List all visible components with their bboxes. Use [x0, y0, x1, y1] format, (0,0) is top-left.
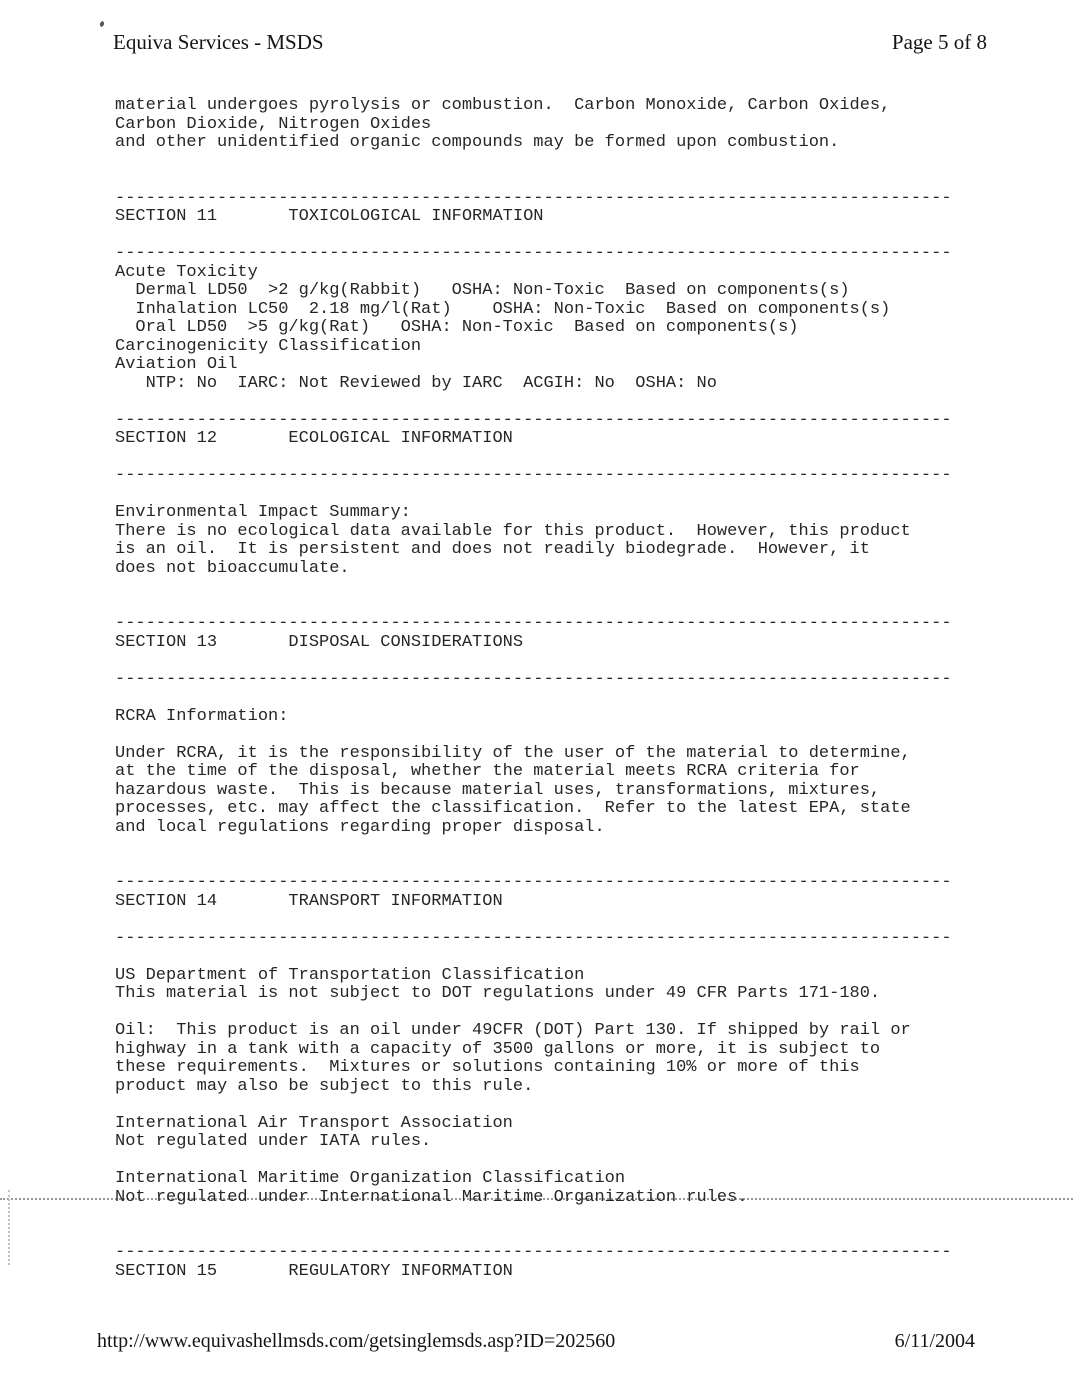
- document-body: [115, 97, 952, 1281]
- doc-text-line: Environmental Impact Summary:: [115, 503, 411, 522]
- blank-line: [115, 837, 952, 856]
- separator-line: ----------------------------------------------------------------------------------: [115, 873, 952, 892]
- doc-text-line: Carcinogenicity Classification: [115, 336, 422, 356]
- blank-line: [115, 393, 952, 412]
- doc-text-line: NTP: No IARC: Not Reviewed by IARC ACGIH: No OSHA: No: [115, 373, 717, 393]
- doc-text-line: SECTION 15 REGULATORY INFORMATION: [115, 1261, 513, 1281]
- blank-line: [115, 1096, 952, 1115]
- doc-text-line: Acute Toxicity: [115, 262, 258, 282]
- separator-line: ----------------------------------------------------------------------------------: [115, 466, 952, 485]
- doc-text-line: Not regulated under International Maritime Organization rules.: [115, 1187, 748, 1207]
- blank-line: [115, 1004, 952, 1023]
- print-header: [113, 30, 987, 55]
- doc-text-line: International Maritime Organization Classification: [115, 1169, 626, 1188]
- blank-line: [115, 856, 952, 875]
- blank-line: [115, 597, 952, 616]
- doc-text-line: SECTION 13 DISPOSAL CONSIDERATIONS: [115, 632, 524, 652]
- scan-dotted-vertical-artifact: [8, 1190, 10, 1265]
- blank-line: [115, 153, 952, 172]
- doc-text-line: Carbon Dioxide, Nitrogen Oxides: [115, 114, 432, 134]
- page-number-label: Page 5 of 8: [891, 30, 987, 54]
- doc-text-line: highway in a tank with a capacity of 3500 gallons or more, it is subject to: [115, 1039, 881, 1059]
- doc-text-line: SECTION 14 TRANSPORT INFORMATION: [115, 891, 503, 911]
- blank-line: [115, 1207, 952, 1226]
- print-date: 6/11/2004: [894, 1330, 975, 1352]
- source-url: http://www.equivashellmsds.com/getsinglemsds.asp?ID=202560: [97, 1330, 616, 1352]
- doc-text-line: Not regulated under IATA rules.: [115, 1132, 432, 1151]
- separator-line: ----------------------------------------------------------------------------------: [115, 669, 952, 689]
- doc-text-line: product may also be subject to this rule.: [115, 1076, 534, 1096]
- doc-text-line: at the time of the disposal, whether the material meets RCRA criteria for: [115, 762, 860, 781]
- blank-line: [115, 449, 952, 468]
- doc-text-line: Dermal LD50 >2 g/kg(Rabbit) OSHA: Non-Toxic Based on components(s): [115, 281, 850, 300]
- doc-text-line: Under RCRA, it is the responsibility of the user of the material to determine,: [115, 743, 911, 763]
- doc-text-line: these requirements. Mixtures or solutions containing 10% or more of this: [115, 1058, 860, 1077]
- blank-line: [115, 578, 952, 597]
- print-footer: [97, 1330, 975, 1353]
- blank-line: [115, 1152, 952, 1171]
- separator-line: ----------------------------------------------------------------------------------: [115, 188, 952, 208]
- doc-text-line: Aviation Oil: [115, 355, 238, 374]
- doc-text-line: International Air Transport Association: [115, 1113, 513, 1133]
- blank-line: [115, 486, 952, 505]
- separator-line: ----------------------------------------------------------------------------------: [115, 244, 952, 263]
- blank-line: [115, 652, 952, 671]
- doc-text-line: Inhalation LC50 2.18 mg/l(Rat) OSHA: Non-Toxic Based on components(s): [115, 299, 891, 319]
- doc-text-line: There is no ecological data available for this product. However, this product: [115, 521, 911, 541]
- doc-text-line: Oil: This product is an oil under 49CFR (DOT) Part 130. If shipped by rail or: [115, 1021, 911, 1040]
- blank-line: [115, 1226, 952, 1245]
- blank-line: [115, 227, 952, 246]
- doc-text-line: SECTION 12 ECOLOGICAL INFORMATION: [115, 429, 513, 448]
- blank-line: [115, 171, 952, 190]
- doc-text-line: This material is not subject to DOT regulations under 49 CFR Parts 171-180.: [115, 984, 881, 1003]
- doc-text-line: and other unidentified organic compounds may be formed upon combustion.: [115, 133, 840, 152]
- separator-line: ----------------------------------------------------------------------------------: [115, 928, 952, 948]
- blank-line: [115, 689, 952, 708]
- separator-line: ----------------------------------------------------------------------------------: [115, 614, 952, 633]
- doc-text-line: Oral LD50 >5 g/kg(Rat) OSHA: Non-Toxic Based on components(s): [115, 318, 799, 337]
- page-title: Equiva Services - MSDS: [113, 30, 324, 54]
- doc-text-line: hazardous waste. This is because material uses, transformations, mixtures,: [115, 780, 881, 800]
- separator-line: ----------------------------------------------------------------------------------: [115, 1243, 952, 1262]
- blank-line: [115, 726, 952, 745]
- doc-text-line: material undergoes pyrolysis or combustion. Carbon Monoxide, Carbon Oxides,: [115, 96, 891, 115]
- separator-line: ----------------------------------------------------------------------------------: [115, 410, 952, 430]
- doc-text-line: RCRA Information:: [115, 706, 289, 726]
- blank-line: [115, 948, 952, 967]
- doc-text-line: SECTION 11 TOXICOLOGICAL INFORMATION: [115, 207, 544, 226]
- doc-text-line: US Department of Transportation Classification: [115, 965, 585, 985]
- scan-speck-artifact: [99, 21, 105, 28]
- doc-text-line: and local regulations regarding proper disposal.: [115, 817, 605, 837]
- doc-text-line: processes, etc. may affect the classification. Refer to the latest EPA, state: [115, 799, 911, 818]
- blank-line: [115, 911, 952, 930]
- doc-text-line: is an oil. It is persistent and does not readily biodegrade. However, it: [115, 540, 870, 559]
- doc-text-line: does not bioaccumulate.: [115, 558, 350, 578]
